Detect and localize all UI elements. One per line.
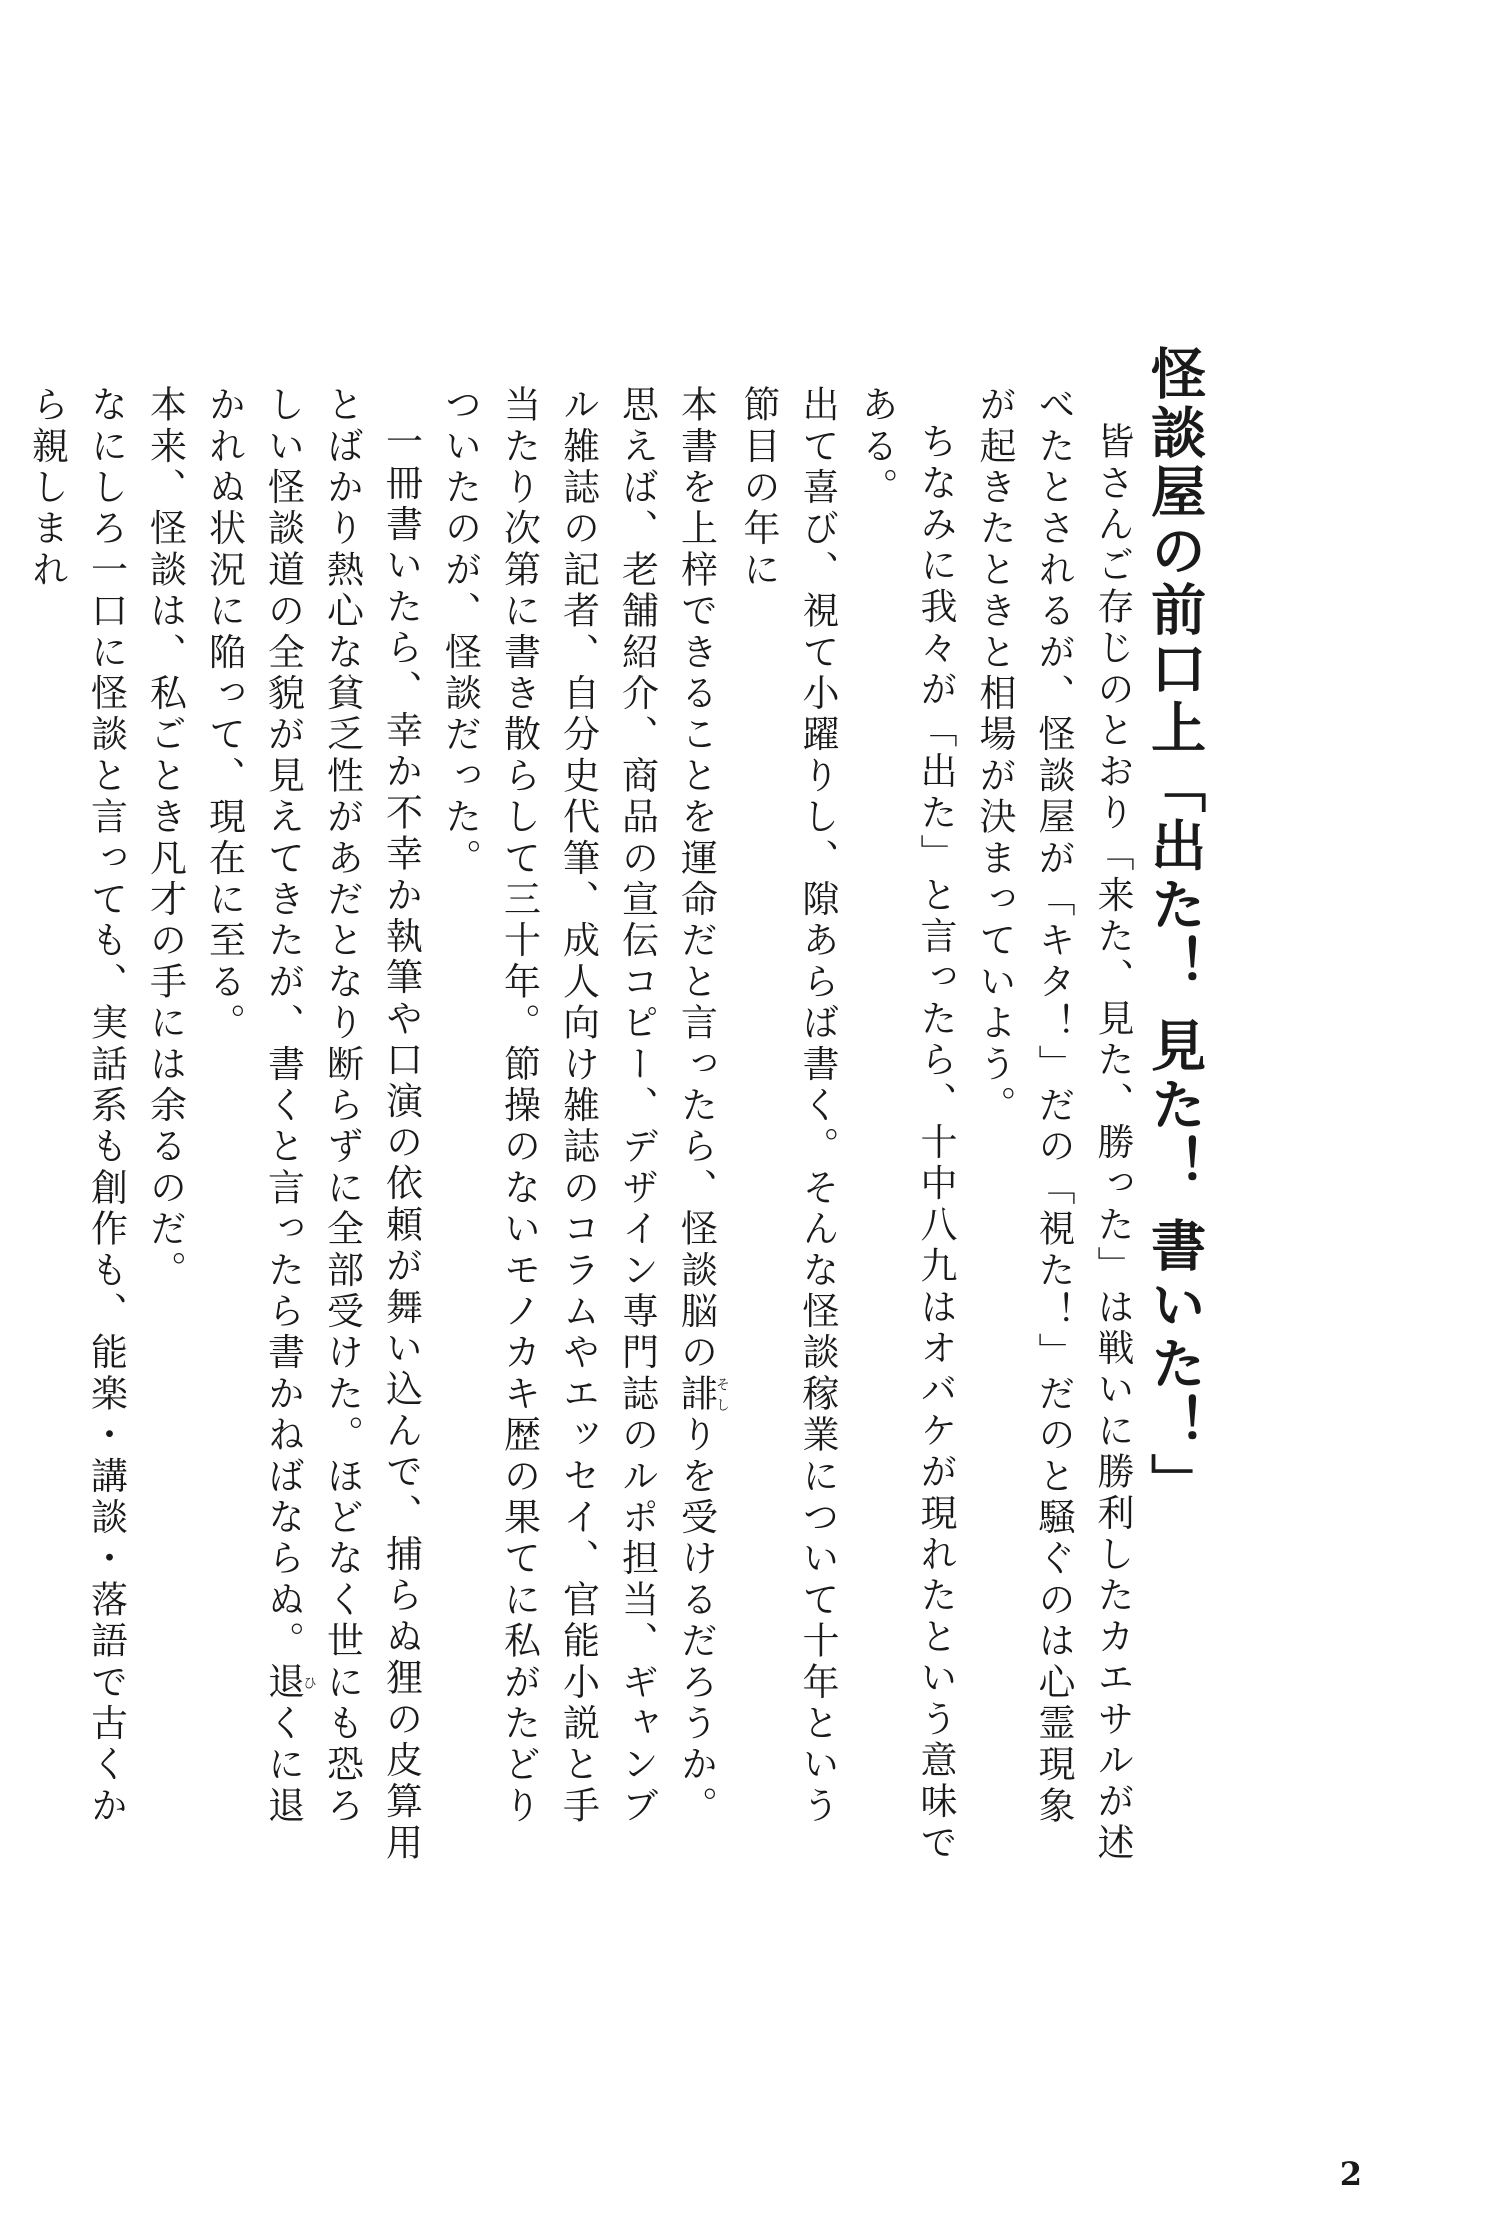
paragraph-7: 本来、怪談は、私ごとき凡才の手には余るのだ。 xyxy=(143,385,187,1292)
ruby-hi-base: 退 xyxy=(261,1662,305,1704)
paragraph-6-text: 一冊書いたら、幸か不幸か執筆や口演の依頼が舞い込んで、捕らぬ狸の皮算用とばかり熱心な貧乏性があだとなり断らずに全部受けた。ほどなく世にも恐ろしい怪談道の全貌が見えてきたが、書くと言ったら書かねばならぬ。 xyxy=(261,385,423,1864)
ruby-soshi-base: 誹 xyxy=(674,1373,718,1416)
paragraph-4-rest: りを受けるだろうか。 xyxy=(674,1415,718,1828)
paragraph-1: 皆さんご存じのとおり「来た、見た、勝った」は戦いに勝利したカエサルが述べたとされるが、怪談屋が「キタ！」だの「視た！」だのと騒ぐのは心霊現象が起きたときと相場が決まっていよう。 xyxy=(973,385,1134,1864)
ruby-soshi-reading: そし xyxy=(714,1373,730,1416)
paragraph-6 xyxy=(195,385,431,1865)
page-number: 2 xyxy=(1339,2155,1362,2193)
body-text xyxy=(0,385,1142,1865)
ruby-soshi xyxy=(674,1373,730,1416)
page-title: 怪談屋の前口上「出た！ 見た！ 書いた！」 xyxy=(1142,345,1208,1513)
paragraph-6-rest: くに退かれぬ状況に陥って、現在に至る。 xyxy=(202,385,305,1828)
ruby-hi xyxy=(261,1662,317,1704)
paragraph-4 xyxy=(667,385,730,1865)
ruby-hi-reading: ひ xyxy=(301,1662,317,1704)
paragraph-2: ちなみに我々が「出た」と言ったら、十中八九はオバケが現れたという意味である。 xyxy=(855,385,957,1864)
paragraph-5: 思えば、老舗紹介、商品の宣伝コピー、デザイン専門誌のルポ担当、ギャンブル雑誌の記者、自分史代筆、成人向け雑誌のコラムやエッセイ、官能小説と手当たり次第に書き散らして三十年。節操のないモノカキ歴の果てに私がたどりついたのが、怪談だった。 xyxy=(438,385,659,1827)
paragraph-3: 出て喜び、視て小躍りし、隙あらば書く。そんな怪談稼業について十年という節目の年に xyxy=(737,385,839,1827)
paragraph-4-text: 本書を上梓できることを運命だと言ったら、怪談脳の xyxy=(674,385,718,1374)
paragraph-8: なにしろ一口に怪談と言っても、実話系も創作も、能楽・講談・落語で古くから親しまれ xyxy=(25,385,128,1827)
